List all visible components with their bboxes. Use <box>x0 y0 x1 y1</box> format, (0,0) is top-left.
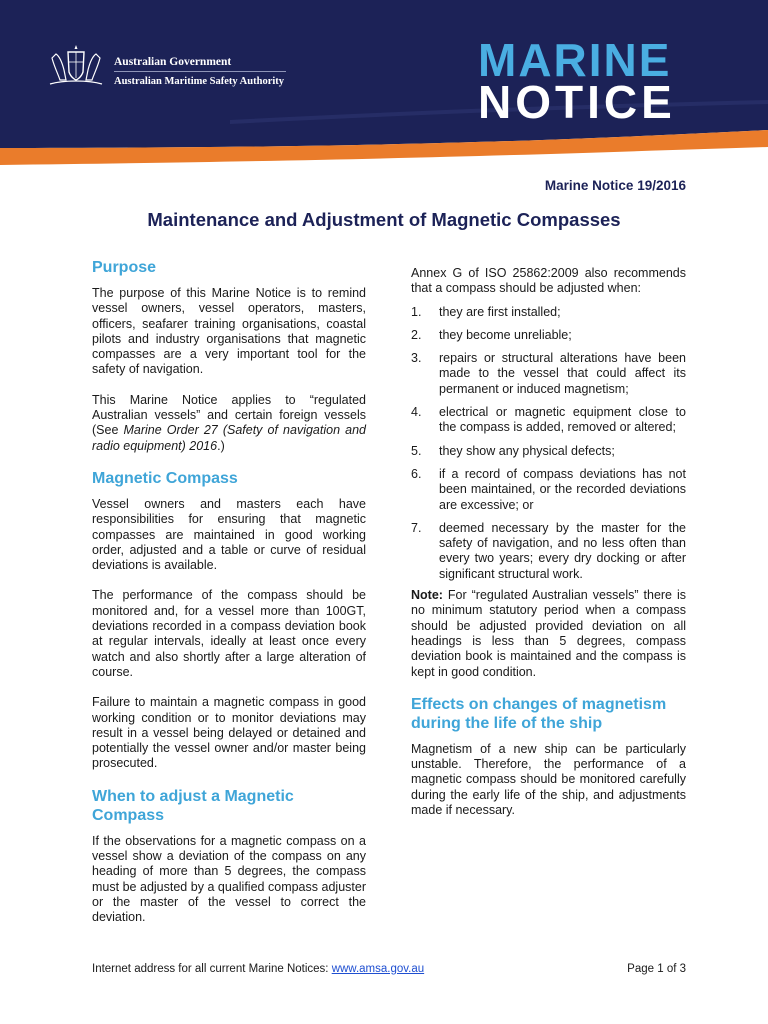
list-item <box>411 305 686 320</box>
list-item-text: electrical or magnetic equipment close to the compass is added, removed or altered; <box>439 405 686 435</box>
list-item-number: 2. <box>411 327 422 342</box>
list-item-number: 7. <box>411 520 422 535</box>
government-identity <box>114 55 286 88</box>
list-item-number: 3. <box>411 351 422 366</box>
coat-of-arms-icon <box>46 44 106 88</box>
list-item-text: if a record of compass deviations has not been maintained, or the recorded deviations are excessive; or <box>439 466 686 512</box>
list-item <box>411 328 686 343</box>
note-paragraph <box>411 588 686 680</box>
list-item <box>411 444 686 459</box>
list-item <box>411 405 686 436</box>
compass-paragraph-2: The performance of the compass should be monitored and, for a vessel more than 100GT, deviations recorded in a compass deviation book at regular intervals, ideally at least once every watch and also shortly after a large alteration of course. <box>92 588 366 679</box>
right-column <box>411 266 686 833</box>
purpose-p2-text: This Marine Notice applies to “regulated Australian vessels” and certain foreign vessels (See <box>92 392 366 438</box>
section-heading-purpose: Purpose <box>92 259 157 276</box>
adjustment-conditions-list <box>411 305 686 582</box>
page-number: Page 1 of 3 <box>627 963 686 975</box>
document-title: Maintenance and Adjustment of Magnetic Compasses <box>147 209 621 230</box>
purpose-paragraph-2 <box>92 393 366 454</box>
amsa-website-link[interactable]: www.amsa.gov.au <box>331 963 425 975</box>
purpose-p2-end: .) <box>217 438 225 453</box>
list-item-number: 4. <box>411 405 422 420</box>
section-heading-when-to-adjust: When to adjust a Magnetic Compass <box>92 787 294 824</box>
list-item-number: 1. <box>411 304 422 319</box>
adjust-paragraph-1: If the observations for a magnetic compass on a vessel show a deviation of the compass on any heading of more than 5 degrees, the compass must be adjusted by a qualified compass adjuster or the master of the vessel to correct the deviation. <box>92 833 366 925</box>
footer-internet-address <box>92 963 424 975</box>
compass-paragraph-3: Failure to maintain a magnetic compass in good working condition or to monitor deviations may result in a vessel being delayed or detained and potentially the vessel owner and/or master being prosecuted. <box>92 695 366 771</box>
effects-paragraph-1: Magnetism of a new ship can be particularly unstable. Therefore, the performance of a magnetic compass should be monitored carefully during the early life of the ship, and adjustments made if necessary. <box>411 741 686 818</box>
list-item <box>411 467 686 513</box>
note-text: For “regulated Australian vessels” there is no minimum statutory period when a compass should be adjusted provided deviation on all headings is less than 5 degrees, compass deviation book is maintained and the compass is kept in good condition. <box>411 588 686 679</box>
list-item <box>411 521 686 582</box>
list-item-number: 6. <box>411 466 422 481</box>
notice-number: Marine Notice 19/2016 <box>544 178 686 193</box>
purpose-paragraph-1: The purpose of this Marine Notice is to remind vessel owners, vessel operators, masters, officers, seafarer training organisations, coastal pilots and industry organisations that magnetic compasses are a very important tool for the safety of navigation. <box>92 286 366 377</box>
list-item-number: 5. <box>411 443 422 458</box>
list-item-text: they become unreliable; <box>439 327 572 342</box>
identity-divider <box>114 71 286 72</box>
annex-intro: Annex G of ISO 25862:2009 also recommends that a compass should be adjusted when: <box>411 266 686 296</box>
authority-name: Australian Maritime Safety Authority <box>114 76 285 87</box>
logo-word-notice: NOTICE <box>478 76 676 128</box>
marine-notice-logo <box>478 34 696 128</box>
note-label: Note: <box>411 588 443 603</box>
government-name: Australian Government <box>114 56 232 68</box>
marine-order-reference: Marine Order 27 (Safety of navigation and radio equipment) 2016 <box>92 423 366 453</box>
footer-label: Internet address for all current Marine Notices: <box>92 963 332 975</box>
section-heading-effects: Effects on changes of magnetism during the life of the ship <box>411 695 667 732</box>
list-item-text: deemed necessary by the master for the safety of navigation, and no less often than every two years; every dry docking or after significant structural work. <box>439 520 686 581</box>
list-item-text: they are first installed; <box>439 304 561 319</box>
left-column <box>92 258 366 941</box>
logo-word-marine: MARINE <box>478 34 672 86</box>
list-item-text: repairs or structural alterations have been made to the vessel that could affect its permanent or induced magnetism; <box>439 351 686 396</box>
list-item-text: they show any physical defects; <box>439 443 615 458</box>
header-banner <box>0 0 768 175</box>
section-heading-magnetic-compass: Magnetic Compass <box>92 469 238 487</box>
list-item <box>411 351 686 397</box>
compass-paragraph-1: Vessel owners and masters each have responsibilities for ensuring that magnetic compasses are maintained in good working order, adjusted and a table or curve of residual deviations is available. <box>92 496 366 573</box>
